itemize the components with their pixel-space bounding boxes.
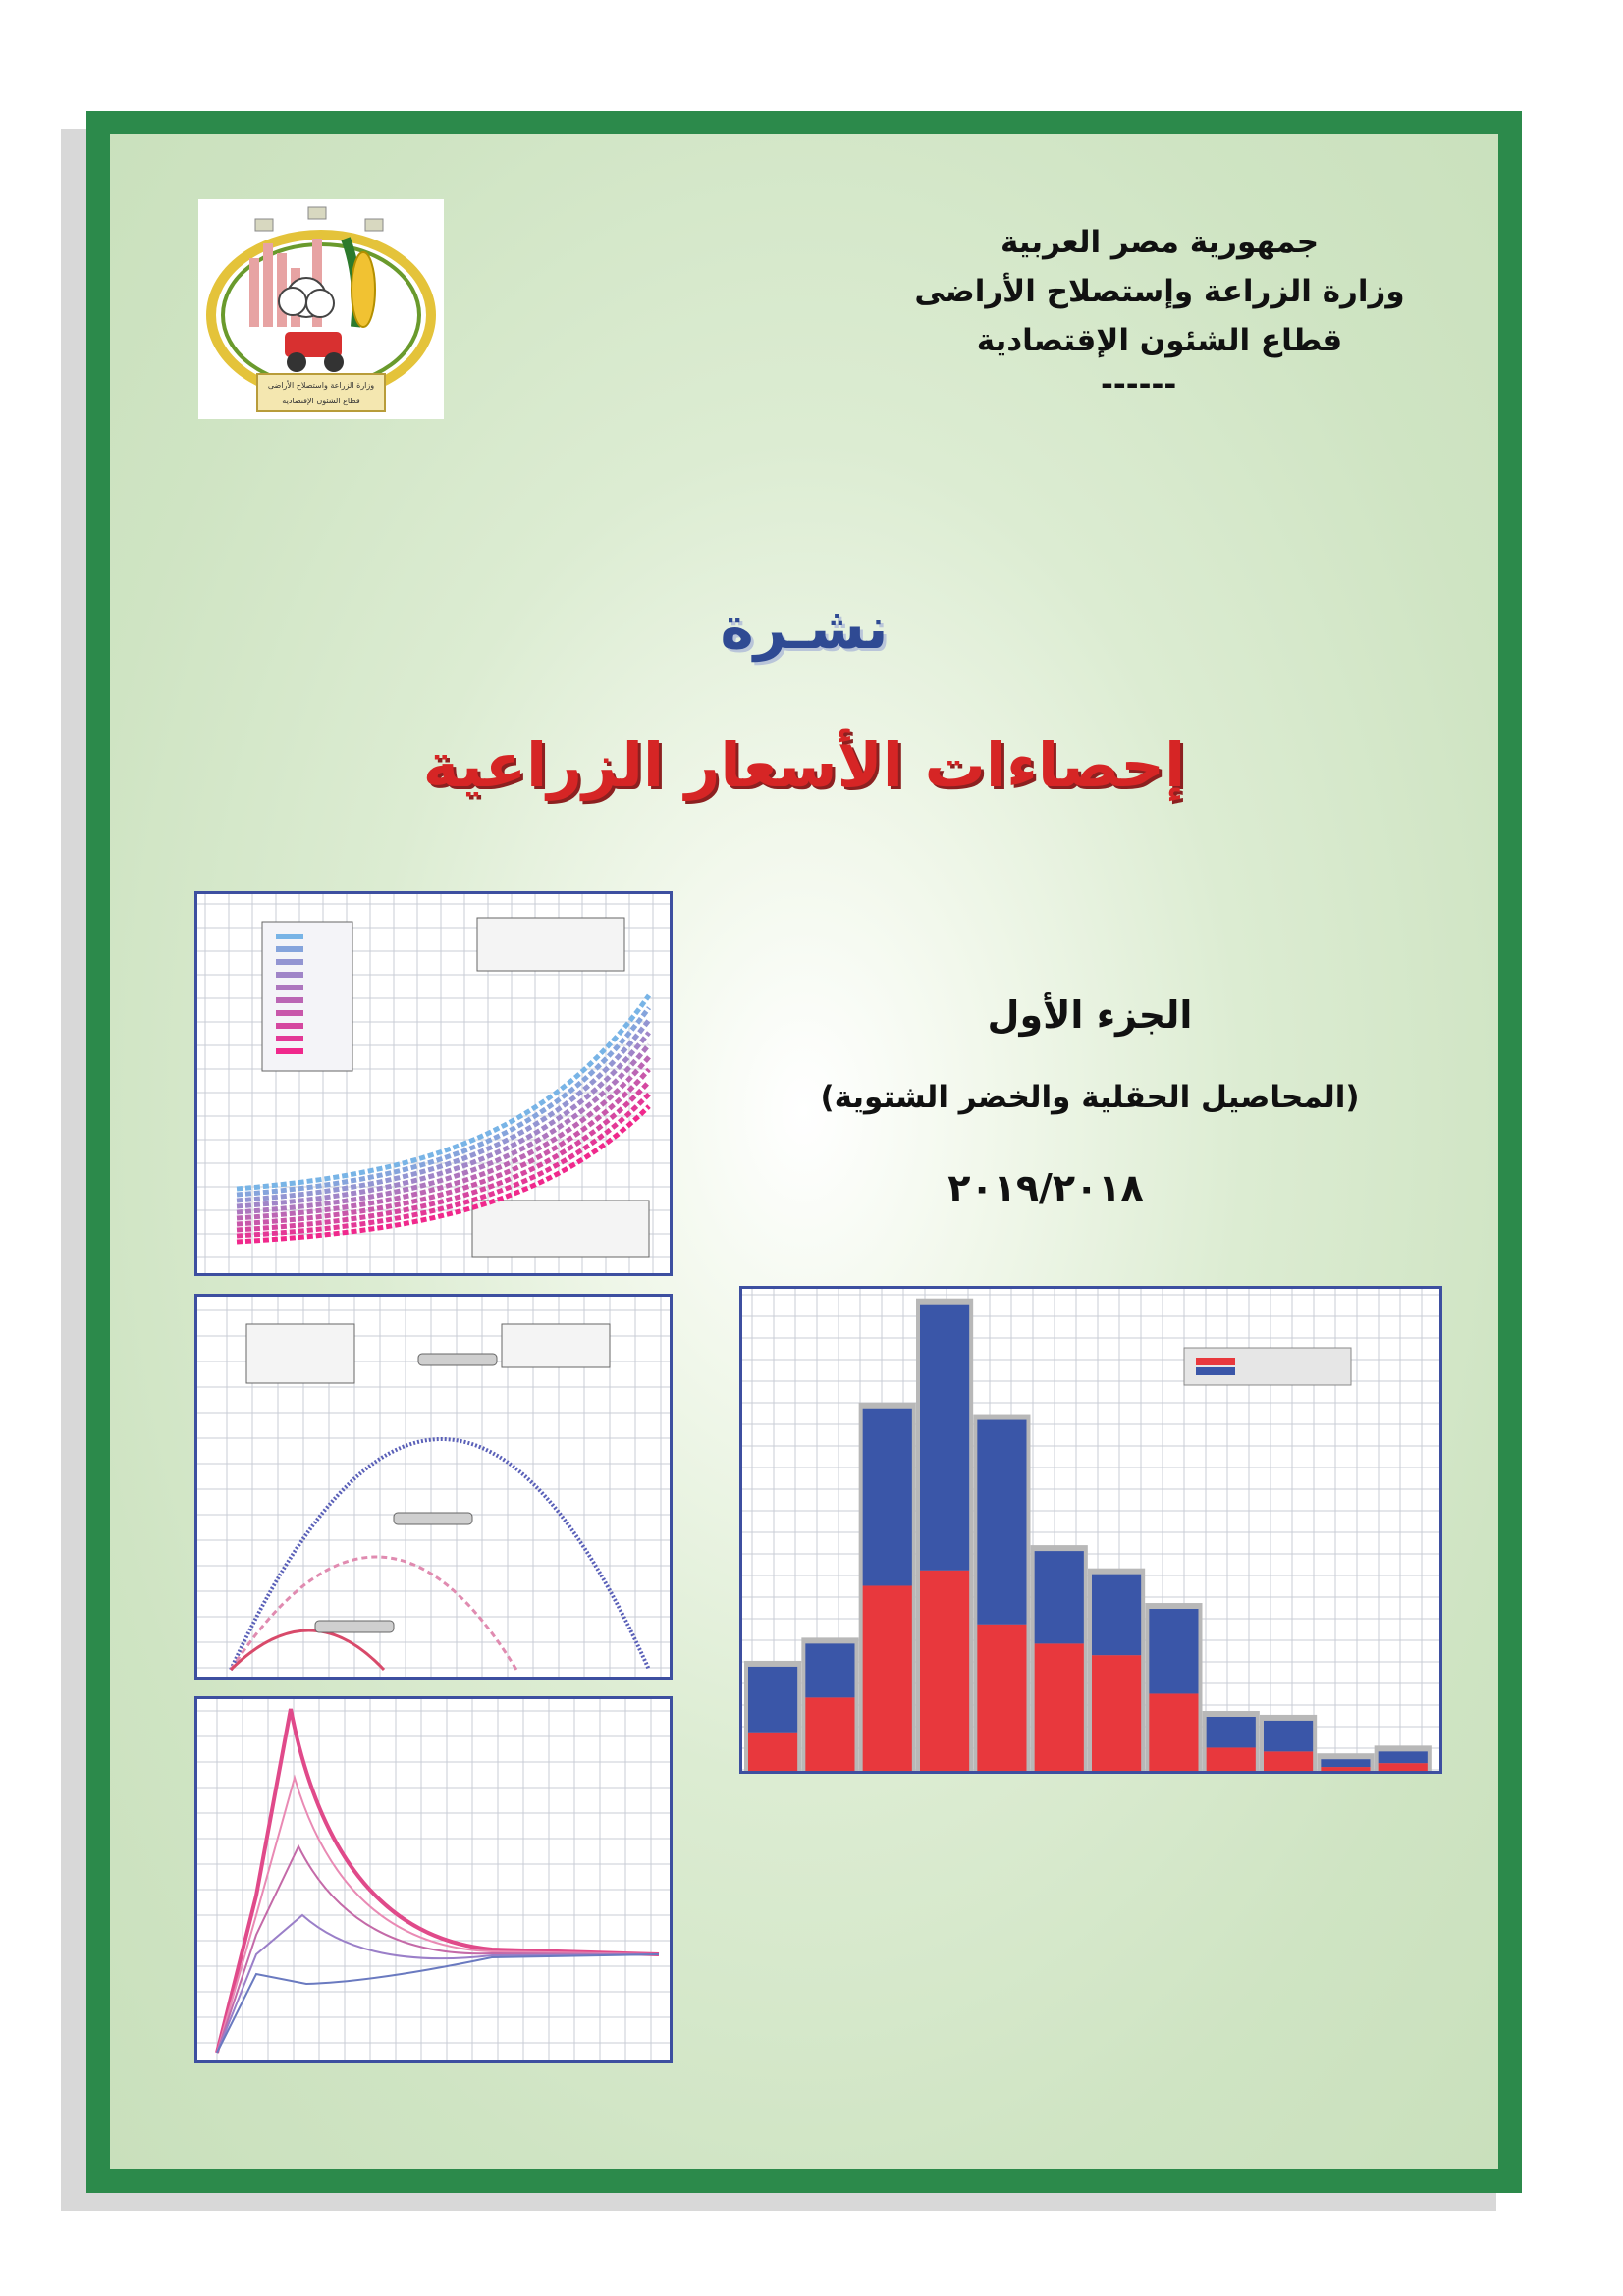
- legend-swatch: [276, 985, 303, 990]
- bar-segment: [1092, 1655, 1141, 1771]
- legend-swatch: [276, 997, 303, 1003]
- bar-segment: [863, 1409, 912, 1586]
- annotation-box: [477, 918, 624, 971]
- part-season: ٢٠١٩/٢٠١٨: [947, 1166, 1144, 1209]
- header-sector: قطاع الشئون الإقتصادية: [976, 323, 1343, 358]
- ministry-logo: [198, 199, 444, 419]
- bar-segment: [1035, 1551, 1084, 1643]
- bar-segment: [805, 1643, 854, 1697]
- decorative-chart-parabolas: [194, 1294, 673, 1680]
- legend-swatch: [276, 1010, 303, 1016]
- part-name: الجزء الأول: [987, 993, 1193, 1037]
- legend-box: [262, 922, 352, 1071]
- bar-segment: [1321, 1767, 1370, 1771]
- data-label: [315, 1621, 394, 1632]
- legend-swatch: [276, 959, 303, 965]
- series-line: [217, 1846, 659, 2053]
- legend-swatch: [276, 1048, 303, 1054]
- decorative-chart-bars: [739, 1286, 1442, 1774]
- bar-segment: [1149, 1609, 1198, 1693]
- series-line: [231, 1439, 649, 1670]
- bulletin-title: إحصاءات الأسعار الزراعية: [422, 729, 1186, 801]
- legend-swatch: [276, 934, 303, 939]
- decorative-chart-peaks: [194, 1696, 673, 2063]
- legend-swatch: [1196, 1367, 1235, 1375]
- header-country: جمهورية مصر العربية: [1000, 225, 1320, 260]
- logo-text-2: قطاع الشئون الإقتصادية: [282, 397, 360, 405]
- legend-swatch: [276, 1023, 303, 1029]
- bar-segment: [1264, 1721, 1313, 1751]
- bar-segment: [1264, 1751, 1313, 1771]
- bar-segment: [1149, 1693, 1198, 1771]
- annotation-box: [472, 1201, 649, 1257]
- header-ministry: وزارة الزراعة وإستصلاح الأراضى: [914, 274, 1405, 309]
- bar-segment: [1035, 1643, 1084, 1771]
- annotation-box: [246, 1324, 354, 1383]
- bar-segment: [748, 1667, 797, 1733]
- bar-segment: [863, 1585, 912, 1771]
- legend-box: [502, 1324, 610, 1367]
- bar-segment: [920, 1571, 969, 1771]
- bar-segment: [1207, 1747, 1256, 1771]
- legend-swatch: [276, 1036, 303, 1041]
- bar-segment: [805, 1697, 854, 1771]
- ministry-header: [885, 218, 1434, 404]
- decorative-chart-curves: [194, 891, 673, 1276]
- data-label: [394, 1513, 472, 1524]
- legend-swatch: [276, 972, 303, 978]
- parabola-chart-svg: [197, 1297, 670, 1677]
- bar-segment: [977, 1625, 1026, 1771]
- bar-segment: [1379, 1751, 1428, 1763]
- part-subtitle: (المحاصيل الحقلية والخضر الشتوية): [820, 1080, 1360, 1115]
- logo-text-1: وزارة الزراعة واستصلاح الأراضى: [267, 381, 375, 390]
- bar-segment: [1379, 1763, 1428, 1771]
- legend-swatch: [276, 946, 303, 952]
- series-line: [217, 1954, 659, 2053]
- curves-chart-svg: [197, 894, 670, 1273]
- bar-segment: [1321, 1759, 1370, 1767]
- bar-segment: [1092, 1575, 1141, 1655]
- header-divider: ------: [1101, 367, 1177, 402]
- bar-segment: [977, 1420, 1026, 1625]
- peaks-chart-svg: [197, 1699, 670, 2060]
- data-label: [418, 1354, 497, 1365]
- bar-segment: [748, 1733, 797, 1771]
- bar-chart-svg: [742, 1289, 1439, 1771]
- bar-segment: [1207, 1717, 1256, 1747]
- legend-swatch: [1196, 1358, 1235, 1365]
- bulletin-label: نشـرة: [720, 595, 889, 662]
- bar-segment: [920, 1305, 969, 1571]
- series-line: [231, 1557, 516, 1670]
- series-line: [217, 1709, 659, 2053]
- logo-emblem-icon: [198, 199, 444, 419]
- legend-box: [1184, 1348, 1351, 1385]
